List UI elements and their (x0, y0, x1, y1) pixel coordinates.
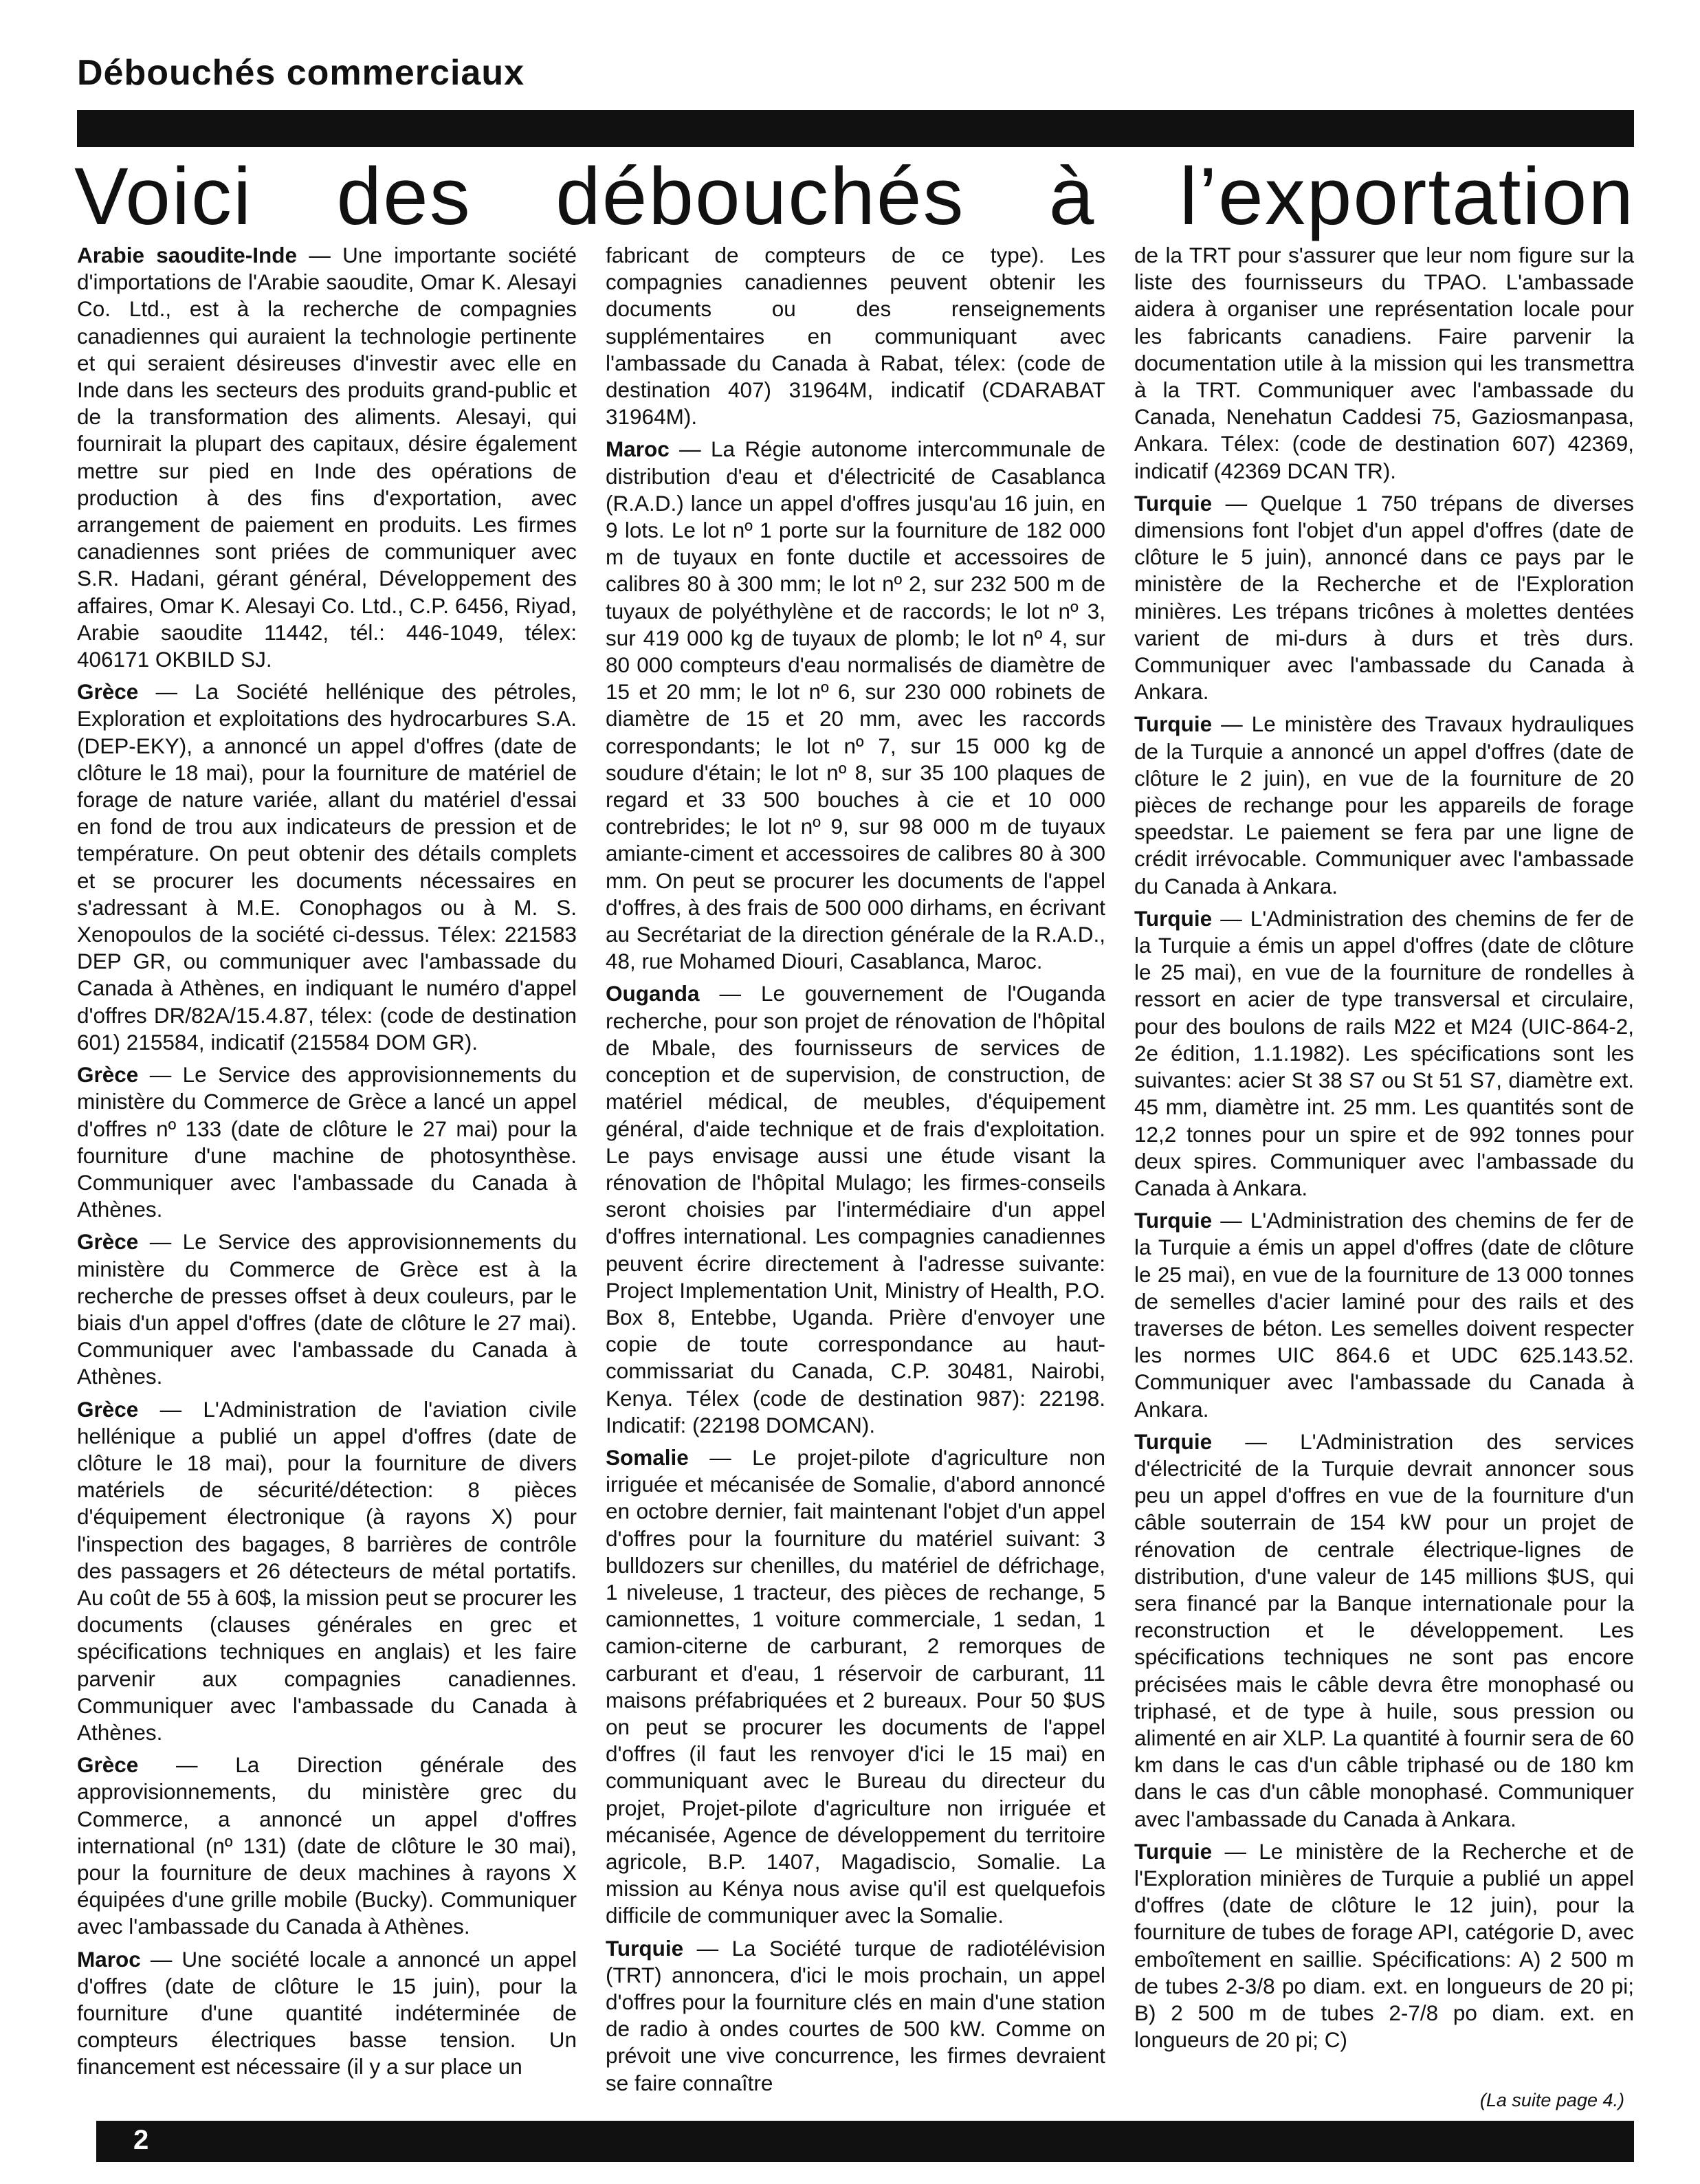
article-body (77, 242, 1634, 2095)
notice-text: — L'Administration des chemins de fer de la Turquie a émis un appel d'offres (date de clôture le 25 mai), en vue de la fourniture de rondelles à ressort en acier de type transversal et circulaire, pour des boulons de rails M22 et M24 (UIC-864-2, 2e édition, 1.1.1982). Les spécifications sont les suivantes: acier St 38 S7 ou St 51 S7, diamètre ext. 45 mm, diamètre int. 25 mm. Les quantités sont de 12,2 tonnes pour un spire et de 992 tonnes pour deux spires. Communiquer avec l'ambassade du Canada à Ankara. (1134, 905, 1634, 1200)
notice-paragraph (606, 980, 1105, 1438)
continued-note: (La suite page 4.) (1479, 2090, 1624, 2110)
country-keyword: Grèce (77, 1396, 139, 1422)
country-keyword: Maroc (606, 437, 670, 462)
country-keyword: Grèce (77, 679, 139, 705)
notice-text: — L'Administration de l'aviation civile hellénique a publié un appel d'offres (date de clôture le 18 mai), pour la fourniture de divers matériels de sécurité/détection: 8 pièces d'équipement électronique (à rayons X) pour l'inspection des bagages, 8 barrières de contrôle des passagers et 26 détecteurs de métal portatifs. Au coût de 55 à 60$, la mission peut se procurer les documents (clauses générales en grec et spécifications techniques en anglais) et les faire parvenir aux compagnies canadiennes. Communiquer avec l'ambassade du Canada à Athènes. (77, 1396, 577, 1745)
column-3 (1134, 242, 1634, 2077)
notice-text: — La Régie autonome intercommunale de distribution d'eau et d'électricité de Casablanca (R.A.D.) lance un appel d'offres jusqu'au 16 juin, en 9 lots. Le lot nº 1 porte sur la fourniture de 182 000 m de tuyaux en fonte ductile et accessoires de calibres 80 à 300 mm; le lot nº 2, sur 232 500 m de tuyaux de polyéthylène et de raccords; le lot nº 3, sur 419 000 kg de tuyaux de plomb; le lot nº 4, sur 80 000 compteurs d'eau normalisés de diamètre de 15 et 20 mm; le lot nº 6, sur 230 000 robinets de diamètre de 15 et 20 mm, avec les raccords correspondants; le lot nº 7, sur 15 000 kg de soudure d'étain; le lot nº 8, sur 35 100 plaques de regard et 33 500 bouches à cie et 10 000 contrebrides; le lot nº 9, sur 98 000 m de tuyaux amiante-ciment et accessoires de calibres 80 à 300 mm. On peut se procurer les documents de l'appel d'offres, à des frais de 500 000 dirhams, en écrivant au Secrétariat de la direction générale de la R.A.D., 48, rue Mohamed Diouri, Casablanca, Maroc. (606, 437, 1105, 974)
country-keyword: Turquie (1134, 1838, 1213, 1864)
notice-paragraph (606, 242, 1105, 430)
notice-text: — Le Service des approvisionnements du ministère du Commerce de Grèce est à la recherche de presses offset à deux couleurs, par le biais d'un appel d'offres (date de clôture le 27 mai). Communiquer avec l'ambassade du Canada à Athènes. (77, 1229, 577, 1389)
notice-text: — Une société locale a annoncé un appel d'offres (date de clôture le 15 juin), pour la fourniture d'une quantité indéterminée de compteurs électriques basse tension. Un financement est nécessaire (il y a sur place un (77, 1946, 577, 2080)
notice-text: — La Direction générale des approvisionnements, du ministère grec du Commerce, a annoncé un appel d'offres international (nº 131) (date de clôture le 30 mai), pour la fourniture de deux machines à rayons X équipées d'une grille mobile (Bucky). Communiquer avec l'ambassade du Canada à Athènes. (77, 1752, 577, 1939)
country-keyword: Turquie (606, 1935, 684, 1961)
notice-paragraph (1134, 1838, 1634, 2054)
header-rule (77, 110, 1634, 147)
notice-paragraph (1134, 1429, 1634, 1833)
notice-paragraph (77, 1061, 577, 1223)
notice-paragraph (606, 436, 1105, 975)
notice-text: de la TRT pour s'assurer que leur nom figure sur la liste des fournisseurs du TPAO. L'ambassade aidera à organiser une représentation locale pour les fabricants canadiens. Faire parvenir la documentation utile à la mission qui les transmettra à la TRT. Communiquer avec l'ambassade du Canada, Nenehatun Caddesi 75, Gaziosmanpasa, Ankara. Télex: (code de destination 607) 42369, indicatif (42369 DCAN TR). (1134, 243, 1634, 483)
notice-text: fabricant de compteurs de ce type). Les compagnies canadiennes peuvent obtenir les documents ou des renseignements supplémentaires en communiquant avec l'ambassade du Canada à Rabat, télex: (code de destination 407) 31964M, indicatif (CDARABAT 31964M). (606, 243, 1105, 430)
notice-paragraph (77, 1752, 577, 1940)
country-keyword: Maroc (77, 1946, 141, 1972)
country-keyword: Turquie (1134, 712, 1213, 737)
notice-text: — L'Administration des chemins de fer de la Turquie a émis un appel d'offres (date de clôture le 25 mai), en vue de la fourniture de 13 000 tonnes de semelles d'acier laminé pour des rails et des traverses de béton. Les semelles doivent respecter les normes UIC 864.6 et UDC 625.143.52. Communiquer avec l'ambassade du Canada à Ankara. (1134, 1208, 1634, 1422)
notice-text: — La Société turque de radiotélévision (TRT) annoncera, d'ici le mois prochain, un appel d'offres pour la fourniture clés en main d'une station de radio à ondes courtes de 500 kW. Comme on prévoit une vive concurrence, les firmes devraient se faire connaître (606, 1935, 1105, 2095)
column-2 (606, 242, 1105, 2095)
country-keyword: Ouganda (606, 981, 700, 1006)
page-title: Voici des débouchés à l’exportation (74, 151, 1635, 242)
notice-text: — Le Service des approvisionnements du ministère du Commerce de Grèce a lancé un appel d'offres nº 133 (date de clôture le 27 mai) pour la fourniture d'une machine de photosynthèse. Communiquer avec l'ambassade du Canada à Athènes. (77, 1062, 577, 1222)
notice-text: — Le ministère des Travaux hydrauliques de la Turquie a annoncé un appel d'offres (date de clôture le 2 juin), en vue de la fourniture de 20 pièces de rechange pour les appareils de forage speedstar. Le paiement se fera par une ligne de crédit irrévocable. Communiquer avec l'ambassade du Canada à Ankara. (1134, 712, 1634, 898)
country-keyword: Turquie (1134, 1208, 1213, 1233)
notice-text: — Le projet-pilote d'agriculture non irriguée et mécanisée de Somalie, d'abord annoncé en octobre dernier, fait maintenant l'objet d'un appel d'offres pour la fourniture du matériel suivant: 3 bulldozers sur chenilles, du matériel de défrichage, 1 niveleuse, 1 tracteur, des pièces de rechange, 5 camionnettes, 1 voiture commerciale, 1 sedan, 1 camion-citerne de carburant, 2 remorques de carburant et d'eau, 1 réservoir de carburant, 11 maisons préfabriquées et 2 bureaux. Pour 50 $US on peut se procurer les documents de l'appel d'offres (il faut les renvoyer d'ici le 15 mai) en communiquant avec le Bureau du directeur du projet, Projet-pilote d'agriculture non irriguée et mécanisée, Agence de développement du territoire agricole, B.P. 1407, Magadiscio, Somalie. La mission au Kénya nous avise qu'il est quelquefois difficile de communiquer avec la Somalie. (606, 1444, 1105, 1928)
notice-paragraph (77, 1396, 577, 1747)
notice-text: — Le gouvernement de l'Ouganda recherche, pour son projet de rénovation de l'hôpital de Mbale, des fournisseurs de services de conception et de supervision, de construction, de matériel médical, de meubles, d'équipement général, d'aide technique et de frais d'exploitation. Le pays envisage aussi une étude visant la rénovation de l'hôpital Mulago; les firmes-conseils seront choisies par l'intermédiaire d'un appel d'offres international. Les compagnies canadiennes peuvent écrire directement à l'adresse suivante: Project Implementation Unit, Ministry of Health, P.O. Box 8, Entebbe, Uganda. Prière d'envoyer une copie de toute correspondance au haut-commissariat du Canada, C.P. 30481, Nairobi, Kenya. Télex (code de destination 987): 22198. Indicatif: (22198 DOMCAN). (606, 981, 1105, 1437)
notice-paragraph (606, 1935, 1105, 2097)
country-keyword: Turquie (1134, 1429, 1213, 1454)
column-1 (77, 242, 577, 2080)
notice-paragraph (606, 1444, 1105, 1930)
country-keyword: Somalie (606, 1444, 689, 1470)
country-keyword: Turquie (1134, 905, 1213, 931)
notice-paragraph (77, 242, 577, 673)
footer-rule (96, 2121, 1634, 2162)
notice-paragraph (1134, 490, 1634, 706)
notice-text: — Quelque 1 750 trépans de diverses dimensions font l'objet d'un appel d'offres (date de clôture le 5 juin), annoncé dans ce pays par le ministère de la Recherche et de l'Exploration minières. Les trépans tricônes à molettes dentées varient de mi-durs à durs et très durs. Communiquer avec l'ambassade du Canada à Ankara. (1134, 490, 1634, 705)
country-keyword: Arabie saoudite-Inde (77, 243, 298, 267)
country-keyword: Grèce (77, 1752, 139, 1778)
notice-text: — La Société hellénique des pétroles, Exploration et exploitations des hydrocarbures S.A. (DEP-EKY), a annoncé un appel d'offres (date de clôture le 18 mai), pour la fourniture de matériel de forage de nature variée, allant du matériel d'essai en fond de trou aux indicateurs de pression et de température. On peut obtenir des détails complets et se procurer les documents nécessaires en s'adressant à M.E. Conophagos ou à M. S. Xenopoulos de la société ci-dessus. Télex: 221583 DEP GR, ou communiquer avec l'ambassade du Canada à Athènes, en indiquant le numéro d'appel d'offres DR/82A/15.4.87, télex: (code de destination 601) 215584, indicatif (215584 DOM GR). (77, 679, 577, 1055)
country-keyword: Grèce (77, 1062, 139, 1088)
section-label: Débouchés commerciaux (77, 53, 525, 93)
notice-paragraph (1134, 242, 1634, 485)
notice-text: — Le ministère de la Recherche et de l'Exploration minières de Turquie a publié un appel d'offres (date de clôture le 12 juin), pour la fourniture de tubes de forage API, catégorie D, avec emboîtement en saillie. Spécifications: A) 2 500 m de tubes 2-3/8 po diam. ext. en longueurs de 20 pi; B) 2 500 m de tubes 2-7/8 po diam. ext. en longueurs de 20 pi; C) (1134, 1838, 1634, 2053)
notice-paragraph (77, 1946, 577, 2081)
notice-paragraph (1134, 1207, 1634, 1423)
notice-text: — Une importante société d'importations de l'Arabie saoudite, Omar K. Alesayi Co. Ltd., est à la recherche de compagnies canadiennes qui auraient la technologie pertinente et qui seraient désireuses d'investir avec elle en Inde dans les secteurs des produits grand-public et de la transformation des aliments. Alesayi, qui fournirait la plupart des capitaux, désire également mettre sur pied en Inde des opérations de production à des fins d'exportation, avec arrangement de paiement en produits. Les firmes canadiennes sont priées de communiquer avec S.R. Hadani, gérant général, Développement des affaires, Omar K. Alesayi Co. Ltd., C.P. 6456, Riyad, Arabie saoudite 11442, tél.: 446-1049, télex: 406171 OKBILD SJ. (77, 243, 577, 672)
notice-paragraph (1134, 905, 1634, 1202)
notice-paragraph (77, 679, 577, 1056)
notice-paragraph (1134, 711, 1634, 899)
notice-paragraph (77, 1228, 577, 1390)
notice-text: — L'Administration des services d'électricité de la Turquie devrait annoncer sous peu un appel d'offres en vue de la fourniture d'un câble souterrain de 154 kW pour un projet de rénovation de centrale électrique-lignes de distribution, d'une valeur de 145 millions $US, qui sera financé par la Banque internationale pour la reconstruction et le développement. Les spécifications techniques ne sont pas encore précisées mais le câble devra être monophasé ou triphasé, et de type à huile, sous pression ou alimenté en air XLP. La quantité à fournir sera de 60 km dans le cas d'un câble triphasé ou de 180 km dans le cas d'un câble monophasé. Communiquer avec l'ambassade du Canada à Ankara. (1134, 1429, 1634, 1831)
country-keyword: Turquie (1134, 490, 1213, 516)
page-number: 2 (133, 2125, 149, 2155)
country-keyword: Grèce (77, 1229, 139, 1255)
